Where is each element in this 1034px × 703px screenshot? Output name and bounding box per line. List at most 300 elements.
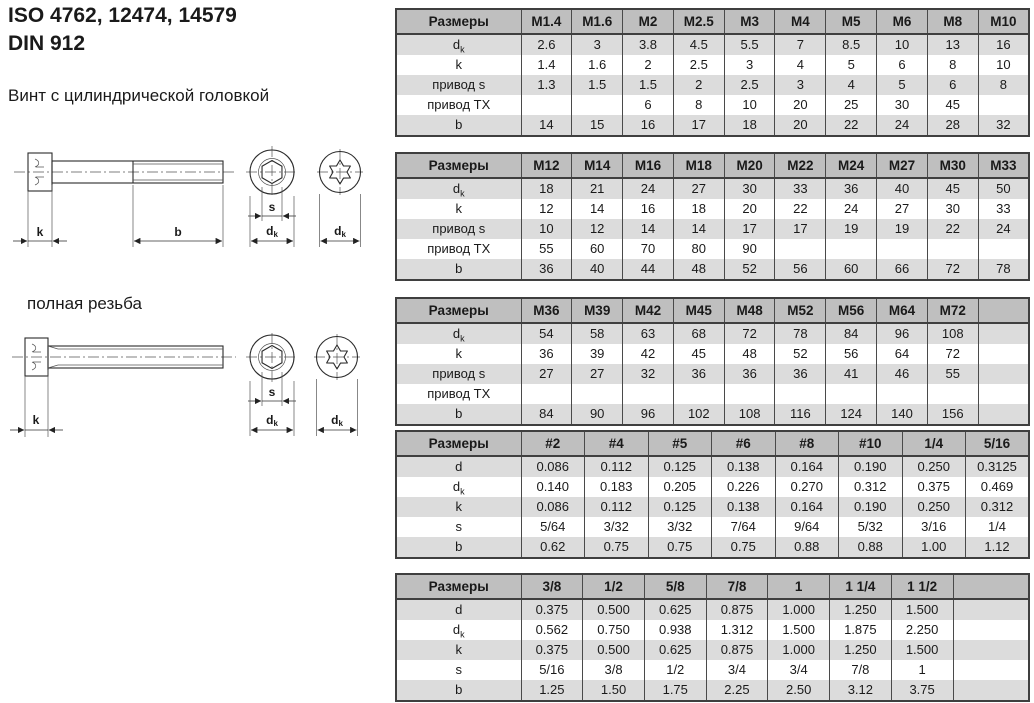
value-cell: 6 xyxy=(623,95,674,115)
value-cell: 1.500 xyxy=(768,620,830,640)
dk-label: dk xyxy=(331,413,343,428)
value-cell: 41 xyxy=(826,364,877,384)
dimension-b xyxy=(133,185,223,247)
value-cell: 0.500 xyxy=(583,640,645,660)
value-cell: 96 xyxy=(877,323,928,344)
value-cell: 3 xyxy=(775,75,826,95)
full-thread-label: полная резьба xyxy=(27,294,142,313)
size-column-header: Размеры xyxy=(396,9,521,34)
value-cell: 33 xyxy=(775,178,826,199)
value-cell: 116 xyxy=(775,404,826,425)
table-row xyxy=(396,680,1029,701)
value-cell: 1.000 xyxy=(768,599,830,620)
value-cell: 0.112 xyxy=(585,456,649,477)
value-cell: 14 xyxy=(572,199,623,219)
column-header: M18 xyxy=(673,153,724,178)
column-header: M45 xyxy=(673,298,724,323)
value-cell: 0.3125 xyxy=(966,456,1030,477)
value-cell: 1.12 xyxy=(966,537,1030,558)
value-cell: 24 xyxy=(826,199,877,219)
value-cell: 0.250 xyxy=(902,456,966,477)
value-cell: 0.75 xyxy=(585,537,649,558)
row-label: k xyxy=(455,201,462,216)
table-metric-medium xyxy=(395,152,1030,281)
value-cell: 0.138 xyxy=(712,497,776,517)
value-cell xyxy=(521,95,572,115)
b-label: b xyxy=(174,225,182,239)
value-cell: 36 xyxy=(724,364,775,384)
table-row xyxy=(396,599,1029,620)
value-cell: 10 xyxy=(877,34,928,55)
value-cell: 5 xyxy=(826,55,877,75)
column-header: #6 xyxy=(712,431,776,456)
value-cell xyxy=(572,95,623,115)
value-cell: 2.5 xyxy=(724,75,775,95)
table-metric-small xyxy=(395,8,1030,137)
value-cell: 22 xyxy=(826,115,877,136)
value-cell: 1.500 xyxy=(891,640,953,660)
value-cell: 56 xyxy=(826,344,877,364)
value-cell: 48 xyxy=(724,344,775,364)
column-header: M56 xyxy=(826,298,877,323)
value-cell: 0.250 xyxy=(902,497,966,517)
table-row xyxy=(396,517,1029,537)
value-cell: 5 xyxy=(877,75,928,95)
value-cell: 0.164 xyxy=(775,456,839,477)
column-header: M30 xyxy=(927,153,978,178)
value-cell: 1.25 xyxy=(521,680,583,701)
value-cell: 13 xyxy=(927,34,978,55)
value-cell: 90 xyxy=(572,404,623,425)
size-column-header: Размеры xyxy=(396,298,521,323)
value-cell: 1.6 xyxy=(572,55,623,75)
value-cell: 0.138 xyxy=(712,456,776,477)
value-cell: 1.5 xyxy=(623,75,674,95)
value-cell: 1/2 xyxy=(644,660,706,680)
value-cell: 124 xyxy=(826,404,877,425)
column-header: M5 xyxy=(826,9,877,34)
value-cell: 140 xyxy=(877,404,928,425)
value-cell xyxy=(927,384,978,404)
value-cell: 72 xyxy=(724,323,775,344)
value-cell: 1.250 xyxy=(830,599,892,620)
s-label: s xyxy=(268,385,276,399)
size-column-header: Размеры xyxy=(396,574,521,599)
value-cell xyxy=(775,384,826,404)
table-row xyxy=(396,497,1029,517)
table-row xyxy=(396,364,1029,384)
column-header: M39 xyxy=(572,298,623,323)
column-header: M64 xyxy=(877,298,928,323)
value-cell: 0.164 xyxy=(775,497,839,517)
row-label: $d_k$ xyxy=(452,622,465,640)
value-cell: 4.5 xyxy=(673,34,724,55)
row-label: $d_k$ xyxy=(452,181,465,199)
product-subtitle: Винт с цилиндрической головкой xyxy=(8,86,270,105)
value-cell: 80 xyxy=(673,239,724,259)
column-header: M3 xyxy=(724,9,775,34)
value-cell: 2.25 xyxy=(706,680,768,701)
value-cell: 54 xyxy=(521,323,572,344)
dimension-dk-torx xyxy=(317,379,358,436)
column-header: M72 xyxy=(927,298,978,323)
column-header: M20 xyxy=(724,153,775,178)
column-header: 1/2 xyxy=(583,574,645,599)
value-cell: 5/32 xyxy=(839,517,903,537)
value-cell: 84 xyxy=(826,323,877,344)
value-cell: 3/32 xyxy=(585,517,649,537)
s-label: s xyxy=(268,200,276,214)
value-cell: 1.875 xyxy=(830,620,892,640)
value-cell: 0.190 xyxy=(839,497,903,517)
value-cell: 0.125 xyxy=(648,497,712,517)
value-cell: 90 xyxy=(724,239,775,259)
table-imperial-large xyxy=(395,573,1030,702)
value-cell: 72 xyxy=(927,259,978,280)
value-cell xyxy=(978,239,1029,259)
column-header: M52 xyxy=(775,298,826,323)
value-cell xyxy=(953,640,1029,660)
value-cell: 22 xyxy=(927,219,978,239)
value-cell: 27 xyxy=(572,364,623,384)
value-cell: 55 xyxy=(521,239,572,259)
value-cell: 1.00 xyxy=(902,537,966,558)
value-cell: 2.6 xyxy=(521,34,572,55)
value-cell: 63 xyxy=(623,323,674,344)
table-row xyxy=(396,55,1029,75)
column-header: M27 xyxy=(877,153,928,178)
value-cell: 156 xyxy=(927,404,978,425)
column-header: 1/4 xyxy=(902,431,966,456)
header-row xyxy=(396,298,1029,323)
value-cell: 72 xyxy=(927,344,978,364)
table-row xyxy=(396,344,1029,364)
column-header: #8 xyxy=(775,431,839,456)
row-label: k xyxy=(455,346,462,361)
header-row xyxy=(396,431,1029,456)
value-cell: 10 xyxy=(724,95,775,115)
column-header: M8 xyxy=(927,9,978,34)
dimension-table-metric-small xyxy=(395,8,1030,137)
value-cell: 0.312 xyxy=(839,477,903,497)
column-header: M1.6 xyxy=(572,9,623,34)
value-cell: 20 xyxy=(775,95,826,115)
column-header: M6 xyxy=(877,9,928,34)
value-cell: 8 xyxy=(673,95,724,115)
value-cell xyxy=(978,323,1029,344)
value-cell: 32 xyxy=(623,364,674,384)
value-cell: 15 xyxy=(572,115,623,136)
value-cell xyxy=(826,239,877,259)
value-cell: 0.375 xyxy=(902,477,966,497)
value-cell: 0.190 xyxy=(839,456,903,477)
value-cell: 0.625 xyxy=(644,599,706,620)
hex-socket-end-view xyxy=(246,333,298,436)
value-cell: 18 xyxy=(521,178,572,199)
dk-label: dk xyxy=(334,224,346,239)
size-column-header: Размеры xyxy=(396,431,521,456)
column-header: M12 xyxy=(521,153,572,178)
value-cell: 0.625 xyxy=(644,640,706,660)
value-cell: 1.500 xyxy=(891,599,953,620)
value-cell: 36 xyxy=(521,344,572,364)
value-cell: 2 xyxy=(673,75,724,95)
column-header: M2 xyxy=(623,9,674,34)
column-header: 1 1/2 xyxy=(891,574,953,599)
value-cell xyxy=(978,404,1029,425)
value-cell: 20 xyxy=(724,199,775,219)
value-cell: 40 xyxy=(877,178,928,199)
value-cell: 64 xyxy=(877,344,928,364)
value-cell xyxy=(953,680,1029,701)
value-cell: 56 xyxy=(775,259,826,280)
table-row xyxy=(396,640,1029,660)
dimension-table-imperial-small xyxy=(395,430,1030,559)
value-cell: 27 xyxy=(521,364,572,384)
table-row xyxy=(396,239,1029,259)
value-cell: 3/4 xyxy=(706,660,768,680)
value-cell: 45 xyxy=(927,95,978,115)
row-label: k xyxy=(455,57,462,72)
value-cell: 18 xyxy=(724,115,775,136)
value-cell xyxy=(877,239,928,259)
dimension-table-metric-medium xyxy=(395,152,1030,281)
value-cell: 17 xyxy=(673,115,724,136)
row-label: b xyxy=(455,682,463,697)
value-cell: 45 xyxy=(927,178,978,199)
value-cell xyxy=(953,620,1029,640)
k-label: k xyxy=(36,225,44,239)
value-cell: 3 xyxy=(572,34,623,55)
value-cell: 4 xyxy=(826,75,877,95)
value-cell: 0.500 xyxy=(583,599,645,620)
value-cell xyxy=(927,239,978,259)
row-label: привод TX xyxy=(427,97,491,112)
value-cell: 6 xyxy=(927,75,978,95)
column-header: M42 xyxy=(623,298,674,323)
din-title: DIN 912 xyxy=(8,32,86,55)
value-cell: 7 xyxy=(775,34,826,55)
value-cell: 0.270 xyxy=(775,477,839,497)
value-cell xyxy=(826,384,877,404)
value-cell: 0.88 xyxy=(775,537,839,558)
value-cell: 14 xyxy=(623,219,674,239)
table-row xyxy=(396,178,1029,199)
value-cell xyxy=(978,344,1029,364)
dk-label: dk xyxy=(266,413,278,428)
column-header: #2 xyxy=(521,431,585,456)
table-row xyxy=(396,537,1029,558)
table-row xyxy=(396,323,1029,344)
value-cell: 7/64 xyxy=(712,517,776,537)
row-label: b xyxy=(455,117,463,132)
column-header: #5 xyxy=(648,431,712,456)
value-cell: 14 xyxy=(521,115,572,136)
table-metric-large xyxy=(395,297,1030,426)
standards-title: ISO 4762, 12474, 14579 xyxy=(8,4,237,27)
value-cell: 12 xyxy=(572,219,623,239)
header-row xyxy=(396,153,1029,178)
value-cell: 1.312 xyxy=(706,620,768,640)
value-cell: 9/64 xyxy=(775,517,839,537)
k-label: k xyxy=(32,413,40,427)
row-label: b xyxy=(455,261,463,276)
value-cell: 20 xyxy=(775,115,826,136)
value-cell: 78 xyxy=(978,259,1029,280)
value-cell: 40 xyxy=(572,259,623,280)
value-cell: 3/8 xyxy=(583,660,645,680)
column-header: M33 xyxy=(978,153,1029,178)
value-cell: 0.086 xyxy=(521,497,585,517)
value-cell xyxy=(572,384,623,404)
value-cell: 30 xyxy=(724,178,775,199)
value-cell: 36 xyxy=(673,364,724,384)
value-cell: 0.875 xyxy=(706,599,768,620)
column-header: M48 xyxy=(724,298,775,323)
value-cell: 4 xyxy=(775,55,826,75)
value-cell: 6 xyxy=(877,55,928,75)
value-cell: 25 xyxy=(826,95,877,115)
row-label: d xyxy=(455,602,463,617)
value-cell: 2.5 xyxy=(673,55,724,75)
value-cell: 52 xyxy=(775,344,826,364)
torx-socket-end-view xyxy=(314,334,360,436)
value-cell: 39 xyxy=(572,344,623,364)
value-cell: 0.375 xyxy=(521,599,583,620)
value-cell: 45 xyxy=(673,344,724,364)
value-cell: 96 xyxy=(623,404,674,425)
value-cell: 1 xyxy=(891,660,953,680)
value-cell: 16 xyxy=(978,34,1029,55)
value-cell: 70 xyxy=(623,239,674,259)
value-cell: 1.250 xyxy=(830,640,892,660)
dimension-table-imperial-large xyxy=(395,573,1030,702)
table-row xyxy=(396,620,1029,640)
column-header: M16 xyxy=(623,153,674,178)
value-cell xyxy=(953,660,1029,680)
value-cell: 78 xyxy=(775,323,826,344)
row-label: k xyxy=(455,642,462,657)
value-cell: 0.312 xyxy=(966,497,1030,517)
row-label: привод s xyxy=(432,77,486,92)
value-cell: 5/16 xyxy=(521,660,583,680)
dimension-table-metric-large xyxy=(395,297,1030,426)
page-title xyxy=(8,2,237,58)
value-cell: 10 xyxy=(521,219,572,239)
value-cell: 0.562 xyxy=(521,620,583,640)
screw-drawing-full-thread xyxy=(0,333,390,445)
value-cell: 12 xyxy=(521,199,572,219)
column-header: M36 xyxy=(521,298,572,323)
value-cell: 17 xyxy=(724,219,775,239)
value-cell: 3/32 xyxy=(648,517,712,537)
dimension-dk-torx xyxy=(320,194,361,247)
value-cell: 3.75 xyxy=(891,680,953,701)
value-cell: 2.50 xyxy=(768,680,830,701)
table-row xyxy=(396,75,1029,95)
column-header: M22 xyxy=(775,153,826,178)
value-cell: 24 xyxy=(978,219,1029,239)
column-header: M4 xyxy=(775,9,826,34)
value-cell xyxy=(978,95,1029,115)
value-cell: 0.112 xyxy=(585,497,649,517)
column-header: #4 xyxy=(585,431,649,456)
header-row xyxy=(396,574,1029,599)
value-cell: 1.3 xyxy=(521,75,572,95)
value-cell: 0.62 xyxy=(521,537,585,558)
row-label: привод s xyxy=(432,366,486,381)
table-row xyxy=(396,660,1029,680)
value-cell: 60 xyxy=(572,239,623,259)
value-cell: 108 xyxy=(927,323,978,344)
value-cell: 0.875 xyxy=(706,640,768,660)
value-cell: 27 xyxy=(877,199,928,219)
value-cell: 0.75 xyxy=(648,537,712,558)
column-header: 3/8 xyxy=(521,574,583,599)
value-cell: 2.250 xyxy=(891,620,953,640)
value-cell: 1.50 xyxy=(583,680,645,701)
value-cell: 16 xyxy=(623,199,674,219)
value-cell: 27 xyxy=(673,178,724,199)
value-cell xyxy=(978,364,1029,384)
value-cell: 0.205 xyxy=(648,477,712,497)
value-cell: 21 xyxy=(572,178,623,199)
value-cell: 0.938 xyxy=(644,620,706,640)
value-cell: 18 xyxy=(673,199,724,219)
table-row xyxy=(396,219,1029,239)
size-column-header: Размеры xyxy=(396,153,521,178)
table-row xyxy=(396,477,1029,497)
column-header: 5/16 xyxy=(966,431,1030,456)
table-row xyxy=(396,384,1029,404)
value-cell: 28 xyxy=(927,115,978,136)
row-label: b xyxy=(455,406,463,421)
value-cell: 108 xyxy=(724,404,775,425)
value-cell: 22 xyxy=(775,199,826,219)
dimension-k xyxy=(10,370,63,437)
value-cell: 68 xyxy=(673,323,724,344)
hex-socket-end-view xyxy=(246,146,298,247)
row-label: d xyxy=(455,459,463,474)
value-cell xyxy=(953,599,1029,620)
value-cell xyxy=(724,384,775,404)
value-cell: 42 xyxy=(623,344,674,364)
row-label: $d_k$ xyxy=(452,326,465,344)
value-cell: 24 xyxy=(623,178,674,199)
row-label: $d_k$ xyxy=(452,37,465,55)
table-row xyxy=(396,95,1029,115)
value-cell: 48 xyxy=(673,259,724,280)
column-header: M24 xyxy=(826,153,877,178)
value-cell xyxy=(673,384,724,404)
value-cell: 44 xyxy=(623,259,674,280)
row-label: привод s xyxy=(432,221,486,236)
row-label: привод TX xyxy=(427,386,491,401)
dk-label: dk xyxy=(266,224,278,239)
value-cell: 1.75 xyxy=(644,680,706,701)
value-cell: 5.5 xyxy=(724,34,775,55)
table-row xyxy=(396,34,1029,55)
column-header: #10 xyxy=(839,431,903,456)
value-cell: 1/4 xyxy=(966,517,1030,537)
value-cell: 3 xyxy=(724,55,775,75)
column-header xyxy=(953,574,1029,599)
value-cell: 10 xyxy=(978,55,1029,75)
value-cell: 30 xyxy=(877,95,928,115)
value-cell: 5/64 xyxy=(521,517,585,537)
column-header: 1 xyxy=(768,574,830,599)
value-cell: 8.5 xyxy=(826,34,877,55)
